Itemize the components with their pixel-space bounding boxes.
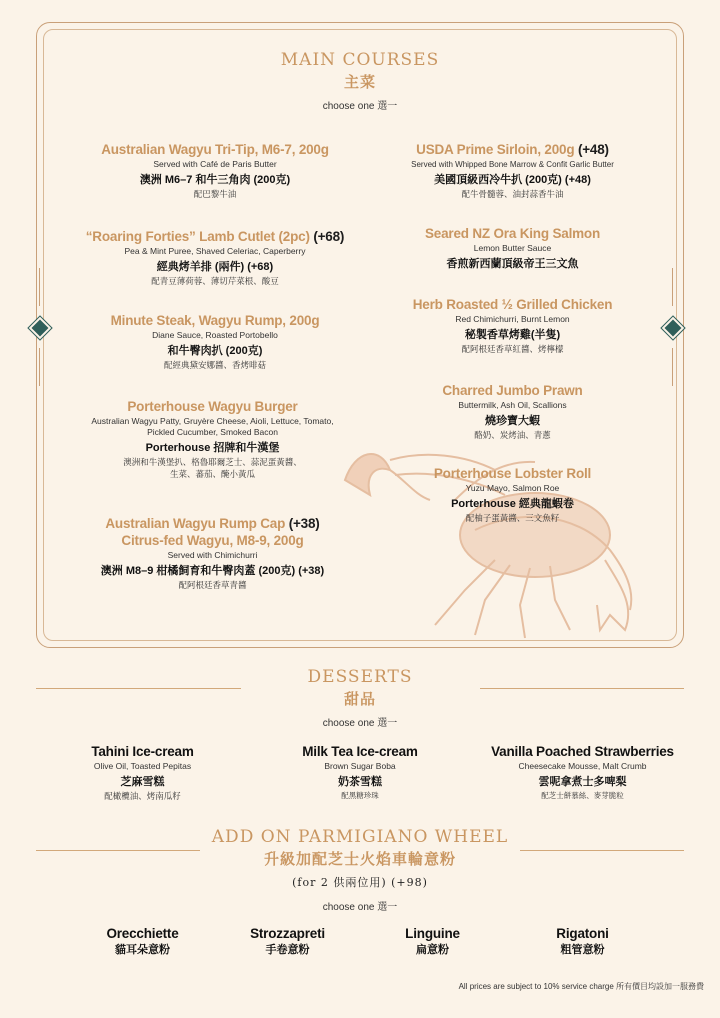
item-surcharge: (+38) bbox=[285, 516, 320, 531]
item-name: Vanilla Poached Strawberries bbox=[491, 744, 674, 759]
item-desc: Olive Oil, Toasted Pepitas bbox=[93, 761, 192, 771]
dessert-item bbox=[285, 743, 435, 802]
item-name-zh: 手卷意粉 bbox=[265, 944, 310, 956]
item-desc-zh: 配芝士餅慕絲、麥芽脆粒 bbox=[541, 791, 624, 800]
item-desc: Lemon Butter Sauce bbox=[473, 243, 552, 253]
item-desc: Red Chimichurri, Burnt Lemon bbox=[455, 314, 570, 324]
menu-item bbox=[60, 398, 365, 480]
item-desc-zh: 配牛骨髓蓉、油封蒜香牛油 bbox=[461, 189, 564, 199]
item-desc: Served with Café de Paris Butter bbox=[153, 159, 277, 169]
item-desc-zh: 配阿根廷香草紅醬、烤檸檬 bbox=[461, 344, 564, 354]
item-name: Rigatoni bbox=[556, 926, 609, 941]
ornament-line-right-bottom bbox=[672, 348, 673, 386]
pasta-item bbox=[240, 925, 335, 958]
item-desc: Served with Chimichurri bbox=[167, 550, 258, 560]
item-name: Strozzapreti bbox=[250, 926, 325, 941]
item-name: “Roaring Forties” Lamb Cutlet (2pc) bbox=[85, 229, 310, 244]
item-desc: Diane Sauce, Roasted Portobello bbox=[152, 330, 278, 340]
desserts-title: DESSERTS bbox=[307, 667, 413, 687]
menu-item bbox=[385, 465, 640, 524]
dessert-item bbox=[480, 743, 685, 802]
ornament-line-left-bottom bbox=[39, 348, 40, 386]
item-desc-zh: 配阿根廷香草青醬 bbox=[178, 580, 247, 590]
item-name: USDA Prime Sirloin, 200g bbox=[416, 142, 575, 157]
item-name: Herb Roasted ½ Grilled Chicken bbox=[412, 297, 613, 312]
item-desc: Yuzu Mayo, Salmon Roe bbox=[465, 483, 560, 493]
addon-subtitle: (for 2 供兩位用) (+98) bbox=[292, 876, 428, 889]
item-desc: Served with Whipped Bone Marrow & Confit Garlic Butter bbox=[411, 160, 614, 169]
service-charge-note: All prices are subject to 10% service charge 所有價目均設加一服務費 bbox=[458, 982, 704, 991]
item-name-zh: 奶茶雪糕 bbox=[338, 776, 382, 788]
item-desc-zh: 配黑糖珍珠 bbox=[341, 791, 379, 800]
item-name-zh: 燒珍寶大蝦 bbox=[485, 415, 540, 427]
item-name: Australian Wagyu Rump Cap bbox=[105, 516, 286, 531]
menu-item bbox=[60, 312, 370, 371]
item-surcharge: (+48) bbox=[574, 142, 609, 157]
item-name: Charred Jumbo Prawn bbox=[442, 383, 583, 398]
menu-item bbox=[385, 141, 640, 200]
menu-item bbox=[60, 515, 365, 591]
item-name-zh: Porterhouse 經典龍蝦卷 bbox=[451, 498, 574, 510]
item-name-zh: 秘製香草烤雞(半隻) bbox=[464, 329, 561, 341]
ornament-line-right-top bbox=[672, 268, 673, 306]
item-name-zh: 澳洲 M8–9 柑橘飼育和牛臀肉蓋 (200克) (+38) bbox=[100, 565, 325, 577]
item-desc-zh: 配柚子蛋黃醬、三文魚籽 bbox=[465, 513, 560, 523]
addon-title: ADD ON PARMIGIANO WHEEL bbox=[211, 827, 509, 847]
item-name: Porterhouse Wagyu Burger bbox=[127, 399, 298, 414]
desserts-title-zh: 甜品 bbox=[343, 690, 376, 708]
main-courses-title-zh: 主菜 bbox=[343, 73, 376, 91]
item-name-zh: 美國頂級西冷牛扒 (200克) (+48) bbox=[434, 174, 591, 186]
item-desc-line2: Pickled Cucumber, Smoked Bacon bbox=[147, 427, 278, 437]
item-name: Porterhouse Lobster Roll bbox=[433, 466, 592, 481]
item-name-zh: 經典烤羊排 (兩件) (+68) bbox=[156, 261, 274, 273]
item-name: Minute Steak, Wagyu Rump, 200g bbox=[110, 313, 320, 328]
item-desc: Australian Wagyu Patty, Gruyère Cheese, Aioli, Lettuce, Tomato, bbox=[91, 416, 334, 426]
item-name-zh: 雲呢拿煮士多啤梨 bbox=[538, 776, 627, 788]
item-surcharge: (+68) bbox=[309, 229, 345, 244]
main-courses-choose: choose one 選一 bbox=[322, 101, 398, 112]
item-name: Tahini Ice-cream bbox=[91, 744, 194, 759]
item-desc-zh: 配經典黛安娜醬、香烤啡菇 bbox=[163, 360, 266, 370]
item-name: Milk Tea Ice-cream bbox=[302, 744, 418, 759]
item-desc-zh: 配橄欖油、烤南瓜籽 bbox=[104, 791, 181, 801]
menu-item bbox=[385, 296, 640, 355]
main-courses-title: MAIN COURSES bbox=[280, 50, 440, 70]
pasta-item bbox=[95, 925, 190, 958]
item-desc-zh: 配青豆薄荷蓉、薄切芹菜根、酸豆 bbox=[151, 276, 279, 286]
item-desc-zh-line2: 生菜、蕃茄、醃小黃瓜 bbox=[169, 469, 255, 479]
item-name-zh: 芝麻雪糕 bbox=[120, 776, 165, 788]
addon-choose: choose one 選一 bbox=[322, 902, 398, 913]
item-name: Orecchiette bbox=[106, 926, 179, 941]
menu-item bbox=[60, 141, 370, 200]
item-name-zh: 貓耳朵意粉 bbox=[115, 944, 170, 956]
menu-item bbox=[40, 228, 390, 287]
item-name: Linguine bbox=[405, 926, 460, 941]
item-name-line2: Citrus-fed Wagyu, M8-9, 200g bbox=[121, 533, 304, 548]
item-name-zh: 和牛臀肉扒 (200克) bbox=[167, 345, 263, 357]
item-desc: Pea & Mint Puree, Shaved Celeriac, Caperberry bbox=[124, 246, 306, 256]
item-desc: Brown Sugar Boba bbox=[324, 761, 396, 771]
item-desc-zh: 酪奶、炭烤油、青蔥 bbox=[474, 430, 551, 440]
pasta-item bbox=[385, 925, 480, 958]
item-name: Seared NZ Ora King Salmon bbox=[424, 226, 601, 241]
item-desc: Buttermilk, Ash Oil, Scallions bbox=[458, 400, 567, 410]
item-name-zh: 澳洲 M6–7 和牛三角肉 (200克) bbox=[139, 174, 291, 186]
menu-item bbox=[385, 382, 640, 441]
item-name-zh: 扁意粉 bbox=[416, 944, 449, 956]
item-name-zh: 粗管意粉 bbox=[560, 944, 605, 956]
pasta-item bbox=[535, 925, 630, 958]
item-desc-zh: 配巴黎牛油 bbox=[193, 189, 237, 199]
item-desc: Cheesecake Mousse, Malt Crumb bbox=[518, 761, 647, 771]
dessert-item bbox=[70, 743, 215, 802]
addon-title-zh: 升級加配芝士火焰車輪意粉 bbox=[263, 850, 456, 868]
item-desc-zh: 澳洲和牛漢堡扒、格魯耶爾芝士、蒜泥蛋黃醬、 bbox=[123, 457, 302, 467]
desserts-choose: choose one 選一 bbox=[322, 718, 398, 729]
item-name-zh: Porterhouse 招牌和牛漢堡 bbox=[145, 442, 280, 454]
item-name: Australian Wagyu Tri-Tip, M6-7, 200g bbox=[101, 142, 329, 157]
item-name-zh: 香煎新西蘭頂級帝王三文魚 bbox=[446, 258, 579, 270]
menu-item bbox=[385, 225, 640, 272]
